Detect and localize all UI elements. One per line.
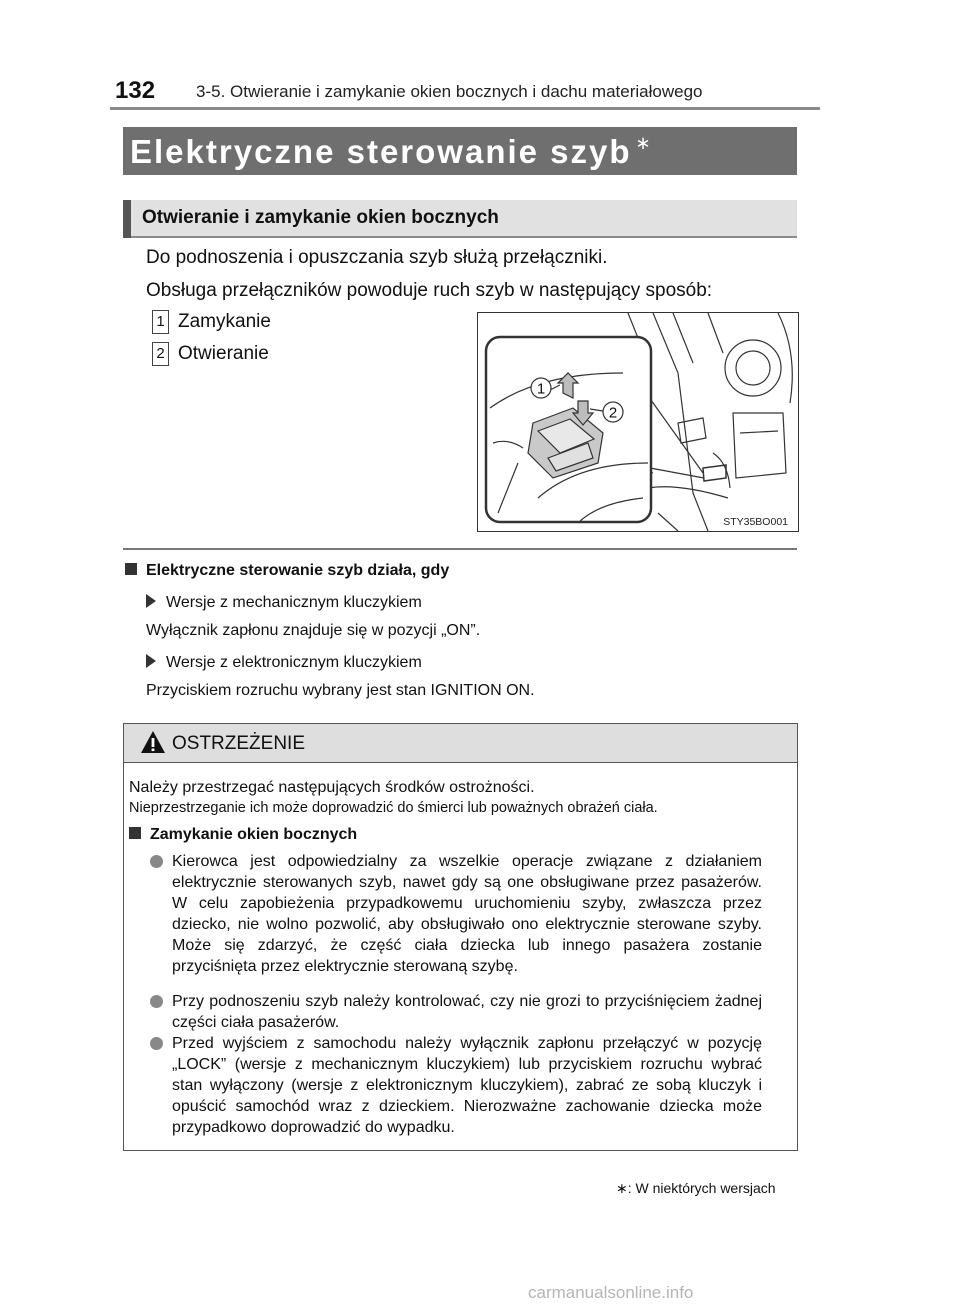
footnote-asterisk: ∗ — [616, 1180, 628, 1196]
square-bullet-icon — [125, 563, 137, 575]
list-item-opening — [152, 342, 269, 366]
intro-line-2: Obsługa przełączników powoduje ruch szyb w następujący sposób: — [146, 280, 713, 301]
warning-subheading — [129, 826, 357, 844]
condition-2-label — [146, 654, 422, 672]
footnote — [616, 1180, 776, 1197]
page-title-text: Elektryczne sterowanie szyb — [130, 133, 632, 170]
illustration-code: STY35BO001 — [723, 516, 788, 528]
conditions-heading — [125, 562, 449, 580]
square-bullet-icon — [129, 827, 141, 839]
warning-bullet-1 — [150, 851, 762, 977]
condition-2-text: Przyciskiem rozruchu wybrany jest stan IGNITION ON. — [146, 682, 535, 699]
list-item-label: Zamykanie — [178, 311, 271, 333]
warning-bullet-text: Kierowca jest odpowiedzialny za wszelkie operacje związane z działaniem elektrycznie sterowanych szyb, nawet gdy są one obsługiwane przez pasażerów. W celu zapobieżenia przypadkowemu uruchomieniu szyby, zwłaszcza przez dziecko, nie wolno pozwolić, aby obsługiwało ono elektrycznie sterowane szyby. Może się zdarzyć, że część ciała dziecka lub innego pasażera zostanie przyciśnięta przez elektrycznie sterowaną szybę. — [172, 853, 762, 975]
conditions-heading-text: Elektryczne sterowanie szyb działa, gdy — [146, 562, 450, 579]
list-item-label: Otwieranie — [178, 343, 269, 365]
watermark: carmanualsonline.info — [528, 1283, 694, 1302]
circle-bullet-icon — [150, 995, 163, 1008]
section-title: Otwieranie i zamykanie okien bocznych — [142, 207, 499, 228]
intro-line-1: Do podnoszenia i opuszczania szyb służą przełączniki. — [146, 247, 608, 268]
page-number: 132 — [115, 77, 156, 104]
footnote-text: : W niektórych wersjach — [627, 1180, 776, 1196]
circle-bullet-icon — [150, 1037, 163, 1050]
chapter-title: 3-5. Otwieranie i zamykanie okien bocznych i dachu materiałowego — [196, 82, 703, 101]
illustration-drawing — [478, 313, 798, 531]
callout-1-label: 1 — [536, 380, 546, 398]
warning-bullet-3 — [150, 1033, 762, 1138]
page-title — [130, 133, 653, 171]
window-switch-illustration — [477, 312, 799, 532]
section-accent — [123, 200, 131, 238]
warning-triangle-icon — [140, 730, 166, 759]
number-2-icon: 2 — [152, 342, 169, 366]
warning-bullet-text: Przy podnoszeniu szyb należy kontrolować, czy nie grozi to przyciśnięciem żadnej części ciała pasażerów. — [172, 993, 762, 1031]
warning-title: OSTRZEŻENIE — [172, 733, 306, 754]
circle-bullet-icon — [150, 855, 163, 868]
header-rule — [110, 107, 820, 110]
warning-bullet-2 — [150, 991, 762, 1033]
warning-subheading-text: Zamykanie okien bocznych — [150, 826, 358, 843]
condition-1-text: Wyłącznik zapłonu znajduje się w pozycji „ON”. — [146, 622, 481, 639]
triangle-bullet-icon — [146, 654, 156, 668]
list-item-closing — [152, 310, 271, 334]
callout-2-label: 2 — [608, 404, 618, 422]
title-asterisk: ∗ — [635, 133, 653, 153]
warning-line-2: Nieprzestrzeganie ich może doprowadzić do śmierci lub poważnych obrażeń ciała. — [129, 800, 658, 816]
condition-1-label — [146, 594, 422, 612]
warning-bullet-text: Przed wyjściem z samochodu należy wyłącznik zapłonu przełączyć w pozycję „LOCK” (wersje z mechanicznym kluczykiem) lub przyciskiem rozruchu wybrać stan wyłączony (wersje z elektronicznym kluczykiem), zabrać ze sobą kluczyk i opuścić samochód wraz z dzieckiem. Nierozważne zachowanie dziecka może przypadkowo doprowadzić do wypadku. — [172, 1035, 762, 1136]
number-1-icon: 1 — [152, 310, 169, 334]
section-divider — [123, 548, 797, 550]
triangle-bullet-icon — [146, 594, 156, 608]
condition-label-text: Wersje z elektronicznym kluczykiem — [166, 654, 422, 671]
condition-label-text: Wersje z mechanicznym kluczykiem — [166, 594, 422, 611]
warning-line-1: Należy przestrzegać następujących środków ostrożności. — [129, 779, 535, 796]
